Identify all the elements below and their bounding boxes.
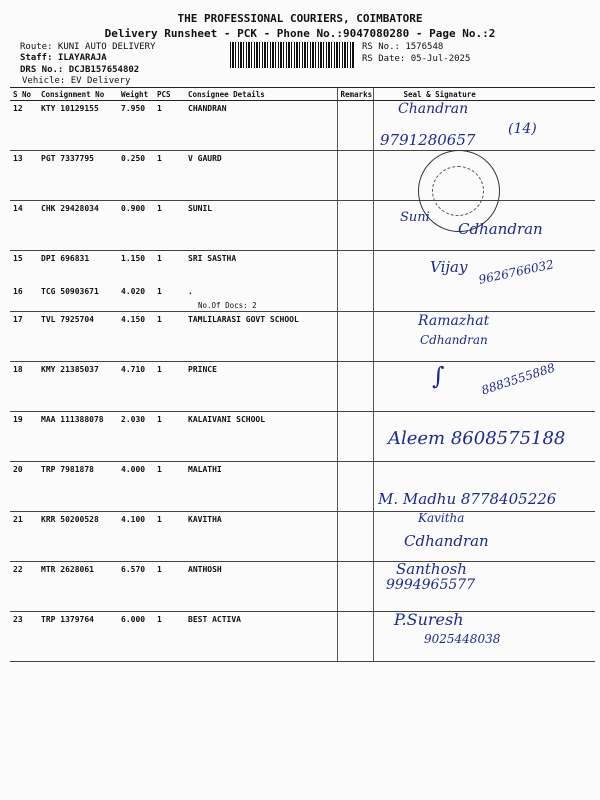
cell-consignment: TVL 7925704 — [38, 312, 118, 362]
cell-sno: 16 — [10, 284, 38, 312]
signature-row-18-scribble: ∫ — [432, 362, 445, 390]
drs-number: DRS No.: DCJB157654802 — [20, 65, 140, 75]
note-row-12: (14) — [508, 121, 537, 137]
cell-remarks — [337, 612, 373, 662]
col-weight: Weight — [118, 88, 154, 101]
name-row-21: Kavitha — [418, 511, 465, 525]
vehicle-label: Vehicle: EV Delivery — [22, 76, 131, 86]
cell-pcs: 1 — [154, 151, 185, 201]
cell-sno: 14 — [10, 201, 38, 251]
cell-weight: 4.000 — [118, 462, 154, 512]
table-row — [10, 612, 595, 662]
cell-sno: 15 — [13, 254, 23, 263]
cell-consignment: MAA 111388078 — [38, 412, 118, 462]
cell-sno: 13 — [10, 151, 38, 201]
cell-consignee: SRI SASTHA — [188, 254, 237, 263]
cell-weight: 1.150 — [121, 254, 146, 263]
barcode-icon — [230, 42, 355, 68]
cell-pcs: 1 — [154, 512, 185, 562]
cell-sno: 19 — [10, 412, 38, 462]
cell-remarks — [337, 201, 373, 251]
table-row — [10, 312, 595, 362]
cell-weight: 0.250 — [118, 151, 154, 201]
signature-row-15: Vijay — [430, 258, 468, 276]
col-sno: S No — [10, 88, 38, 101]
signature-row-17: Ramazhat — [418, 313, 490, 329]
cell-pcs: 1 — [154, 201, 185, 251]
runsheet-subtitle: Delivery Runsheet - PCK - Phone No.:9047080280 - Page No.:2 — [104, 27, 496, 40]
table-row — [10, 284, 595, 312]
signature-row-12: Chandran — [398, 101, 469, 117]
cell-consignee: PRINCE — [185, 362, 337, 412]
cell-consignment: CHK 29428034 — [38, 201, 118, 251]
cell-consignee: V GAURD — [185, 151, 337, 201]
signature-row-22: Santhosh — [396, 560, 467, 578]
col-signature: Seal & Signature — [373, 88, 595, 101]
cell-remarks — [337, 562, 373, 612]
signature-row-20: M. Madhu 8778405226 — [378, 490, 557, 508]
table-row — [10, 512, 595, 562]
cell-weight: 6.570 — [118, 562, 154, 612]
cell-remarks — [337, 151, 373, 201]
cell-consignee: KALAIVANI SCHOOL — [185, 412, 337, 462]
phone-row-12: 9791280657 — [380, 131, 476, 149]
cell-remarks — [337, 101, 373, 151]
cell-consignee — [185, 284, 337, 312]
cell-pcs: 1 — [154, 101, 185, 151]
cell-weight: 4.150 — [118, 312, 154, 362]
cell-consignee: MALATHI — [185, 462, 337, 512]
cell-consignee: ANTHOSH — [185, 562, 337, 612]
cell-remarks — [337, 362, 373, 412]
cell-consignment: KTY 10129155 — [38, 101, 118, 151]
cell-pcs: 1 — [154, 362, 185, 412]
company-title: THE PROFESSIONAL COURIERS, COIMBATORE — [177, 12, 423, 25]
delivery-stamp-inner — [432, 166, 484, 216]
cell-weight: 7.950 — [118, 101, 154, 151]
cell-consignment: KMY 21385037 — [38, 362, 118, 412]
cell-remarks — [337, 251, 373, 284]
cell-pcs: 1 — [154, 562, 185, 612]
cell-consignment: DPI 696831 — [41, 254, 90, 263]
col-consignment: Consignment No — [38, 88, 118, 101]
route-label: Route: KUNI AUTO DELIVERY — [20, 42, 156, 52]
phone-row-23: 9025448038 — [424, 632, 501, 646]
cell-sno: 21 — [10, 512, 38, 562]
phone-row-18: 8883555888 — [479, 360, 557, 398]
col-consignee: Consignee Details — [185, 88, 337, 101]
cell-pcs: 1 — [157, 254, 162, 263]
cell-pcs: 1 — [154, 312, 185, 362]
signature-row-23: P.Suresh — [394, 610, 464, 629]
cell-sno: 17 — [10, 312, 38, 362]
cell-remarks — [337, 412, 373, 462]
rs-number: RS No.: 1576548 — [362, 42, 444, 52]
cell-weight: 4.710 — [118, 362, 154, 412]
cell-remarks — [337, 512, 373, 562]
cell-weight: 4.100 — [118, 512, 154, 562]
cell-consignment: PGT 7337795 — [38, 151, 118, 201]
cell-consignment: TCG 50903671 — [38, 284, 118, 312]
table-row — [10, 562, 595, 612]
cell-sno: 12 — [10, 101, 38, 151]
cell-pcs: 1 — [154, 612, 185, 662]
cell-pcs: 1 — [154, 412, 185, 462]
phone-row-15: 9626766032 — [477, 257, 555, 287]
col-pcs: PCS — [154, 88, 185, 101]
cell-sno: 18 — [10, 362, 38, 412]
cell-remarks — [337, 462, 373, 512]
cell-sno: 23 — [10, 612, 38, 662]
cell-consignee: TAMLILARASI GOVT SCHOOL — [185, 312, 337, 362]
phone-row-22: 9994965577 — [386, 577, 476, 593]
cell-sno: 20 — [10, 462, 38, 512]
cell-weight: 4.020 — [118, 284, 154, 312]
cell-weight: 0.900 — [118, 201, 154, 251]
cell-consignment: MTR 2628061 — [38, 562, 118, 612]
consignee-dot: . — [188, 286, 193, 296]
table-header-row — [10, 88, 595, 101]
docs-count: No.Of Docs: 2 — [198, 300, 257, 310]
name-row-14: Cdhandran — [458, 220, 543, 238]
cell-consignee: SUNIL — [185, 201, 337, 251]
name-row-17: Cdhandran — [420, 333, 488, 347]
cell-consignee: BEST ACTIVA — [185, 612, 337, 662]
cell-remarks — [337, 312, 373, 362]
cell-signature — [373, 284, 595, 312]
cell-pcs: 1 — [154, 284, 185, 312]
col-remarks: Remarks — [337, 88, 373, 101]
cell-remarks — [337, 284, 373, 312]
cell-pcs: 1 — [154, 462, 185, 512]
signature-row-19: Aleem 8608575188 — [388, 428, 566, 449]
signature-row-21: Cdhandran — [404, 532, 489, 550]
cell-consignment: KRR 50200528 — [38, 512, 118, 562]
cell-consignment: TRP 1379764 — [38, 612, 118, 662]
cell-consignee: KAVITHA — [185, 512, 337, 562]
cell-consignment: TRP 7981878 — [38, 462, 118, 512]
cell-weight: 6.000 — [118, 612, 154, 662]
table-row — [10, 151, 595, 201]
cell-consignee: CHANDRAN — [185, 101, 337, 151]
staff-label: Staff: ILAYARAJA — [20, 53, 107, 63]
signature-row-14: Suni — [400, 210, 430, 225]
rs-date: RS Date: 05-Jul-2025 — [362, 54, 471, 64]
cell-sno: 22 — [10, 562, 38, 612]
cell-weight: 2.030 — [118, 412, 154, 462]
